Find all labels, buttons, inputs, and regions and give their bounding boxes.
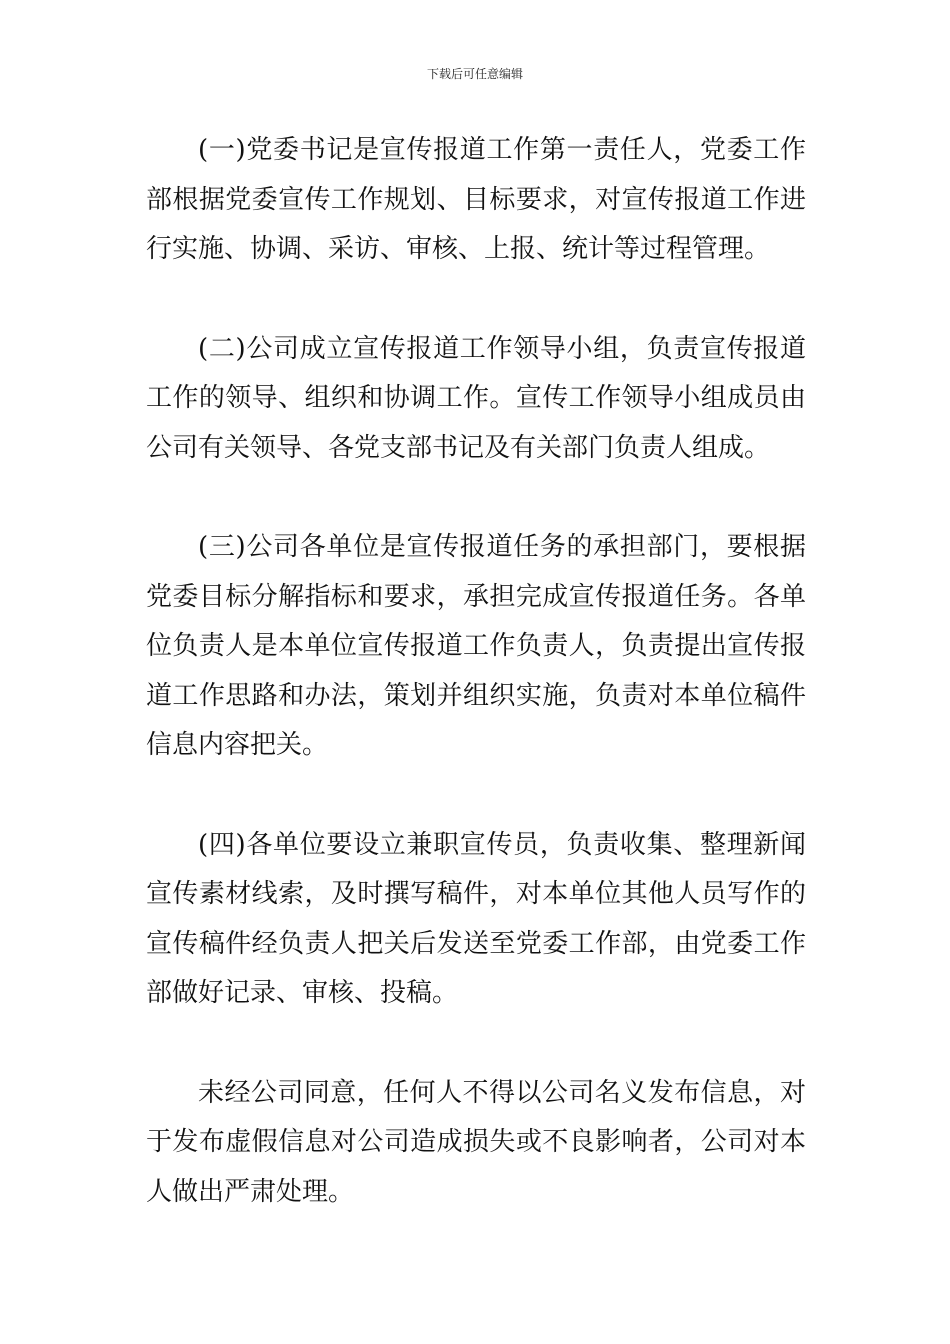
page-header: 下载后可任意编辑 (426, 67, 523, 81)
paragraph-4: (四)各单位要设立兼职宣传员，负责收集、整理新闻宣传素材线索，及时撰写稿件，对本单位其他人员写作的宣传稿件经负责人把关后发送至党委工作部，由党委工作部做好记录、审核、投稿。 (146, 829, 806, 1008)
paragraph-2: (二)公司成立宣传报道工作领导小组，负责宣传报道工作的领导、组织和协调工作。宣传工作领导小组成员由公司有关领导、各党支部书记及有关部门负责人组成。 (146, 333, 806, 463)
paragraph-5: 未经公司同意，任何人不得以公司名义发布信息，对于发布虚假信息对公司造成损失或不良影响者，公司对本人做出严肃处理。 (146, 1077, 806, 1207)
paragraph-1: (一)党委书记是宣传报道工作第一责任人，党委工作部根据党委宣传工作规划、目标要求，对宣传报道工作进行实施、协调、采访、审核、上报、统计等过程管理。 (146, 135, 806, 264)
paragraph-3: (三)公司各单位是宣传报道任务的承担部门，要根据党委目标分解指标和要求，承担完成宣传报道任务。各单位负责人是本单位宣传报道工作负责人，负责提出宣传报道工作思路和办法，策划并组织实施，负责对本单位稿件信息内容把关。 (146, 532, 806, 760)
document-body (146, 126, 806, 1267)
